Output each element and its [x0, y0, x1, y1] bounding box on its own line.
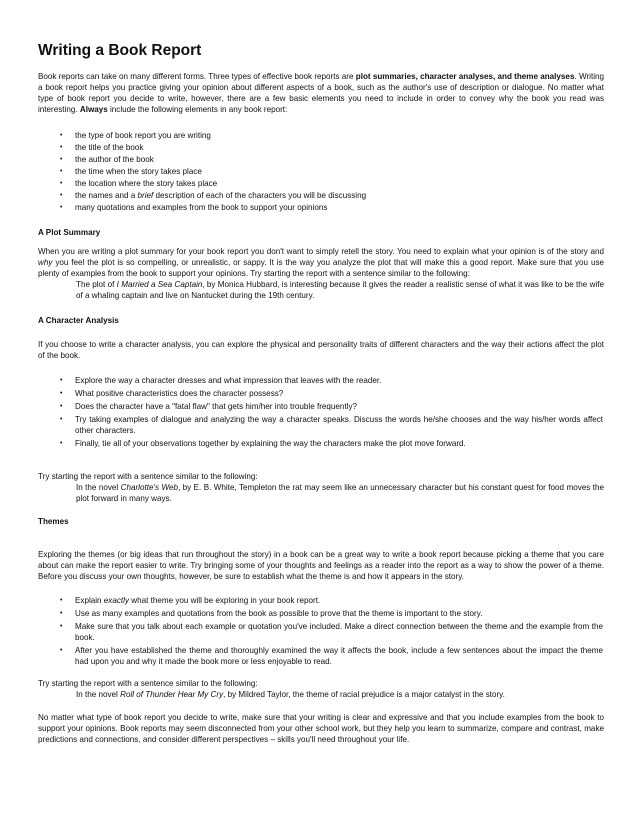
- bullet-icon: •: [60, 597, 63, 605]
- book-title-italic: Roll of Thunder Hear My Cry: [120, 690, 224, 700]
- bullet-icon: •: [60, 204, 63, 212]
- list-item-text: Explain: [75, 596, 104, 606]
- list-item-text: Explore the way a character dresses and what impression that leaves with the reader.: [75, 376, 382, 386]
- list-item-text: the names and a: [75, 191, 138, 201]
- character-try-line: Try starting the report with a sentence similar to the following:: [38, 471, 258, 481]
- elements-list: [60, 130, 604, 214]
- example-text-2: , by Mildred Taylor, the theme of racial prejudice is a major catalyst in the story.: [223, 690, 505, 700]
- intro-paragraph: [38, 72, 604, 116]
- list-item-text: What positive characteristics does the character possess?: [75, 389, 284, 399]
- list-item: [60, 203, 604, 214]
- bullet-icon: •: [60, 377, 63, 385]
- bullet-icon: •: [60, 390, 63, 398]
- intro-text-2: . Writing a book report helps you practice giving your opinion about different aspects of a book, such as the author's use of description or dialogue. No matter what type of book report you decide to write, however, there are a few basic elements you need to include in order to convey why the book you read was interesting.: [38, 72, 604, 114]
- list-item: [60, 645, 603, 668]
- character-analysis-heading: A Character Analysis: [38, 315, 119, 325]
- plot-summary-paragraph: [38, 247, 604, 280]
- bullet-icon: •: [60, 155, 63, 163]
- example-text-1: In the novel: [76, 482, 121, 492]
- list-item-text: Make sure that you talk about each example or quotation you've included. Make a direct connection between the theme and the example from the book.: [75, 621, 603, 642]
- list-item: [60, 166, 604, 178]
- bullet-icon: •: [60, 609, 63, 617]
- example-text-1: In the novel: [76, 690, 121, 700]
- list-item-text: Try taking examples of dialogue and analyzing the way a character speaks. Discuss the words he/she chooses and the way his/her words affect other characters.: [75, 414, 603, 435]
- plot-text-2: you feel the plot is so compelling, or unrealistic, or sappy. It is the way you analyze the plot that will make this a good report. Make sure that you use plenty of examples from the book to support your opinions. Try starting the report with a sentence similar to the following:: [38, 257, 604, 278]
- list-item-text: the type of book report you are writing: [75, 130, 211, 140]
- bullet-icon: •: [60, 646, 63, 654]
- bullet-icon: •: [60, 439, 63, 447]
- book-title-italic: Charlotte's Web: [120, 482, 178, 492]
- intro-text-1: Book reports can take on many different forms. Three types of effective book reports are: [38, 72, 356, 81]
- bullet-icon: •: [60, 180, 63, 187]
- closing-paragraph: No matter what type of book report you decide to write, make sure that your writing is clear and expressive and that you include examples from the book to support your opinions. Book reports may seem disconnected from your other school work, but they help you learn to summarize, compare and contrast, make predictions and connections, and consider different perspectives – skills you'll need throughout your life.: [38, 713, 604, 745]
- intro-bold-types: plot summaries, character analyses, and theme analyses: [355, 72, 575, 81]
- character-paragraph: If you choose to write a character analysis, you can explore the physical and personality traits of different characters and the way their actions affect the plot of the book.: [38, 340, 604, 361]
- themes-paragraph: Exploring the themes (or big ideas that run throughout the story) in a book can be a great way to write a book report because picking a theme that you care about can make the report easier to write. Try bringing some of your thoughts and feelings as a reader into the report as a way to show the power of a theme. Before you discuss your own thoughts, however, be sure to establish what the theme is and how it appears in the story.: [38, 550, 604, 582]
- list-item: [60, 179, 604, 190]
- list-item: [60, 438, 603, 450]
- intro-bold-always: Always: [79, 104, 108, 114]
- list-item: [60, 414, 603, 437]
- example-text-2: , by Monica Hubbard, is interesting because it gives the reader a realistic sense of what it was like to be the wife of a whaling captain and live on Nantucket during the 19th century.: [76, 279, 604, 300]
- themes-try-line: Try starting the report with a sentence similar to the following:: [38, 679, 258, 689]
- list-item: [60, 621, 603, 644]
- plot-text-1: When you are writing a plot summary for your book report you don't want to simply retell the story. You need to explain what your opinion is of the story and: [38, 247, 604, 256]
- plot-summary-heading: A Plot Summary: [38, 228, 101, 238]
- list-item: [60, 389, 603, 400]
- themes-list: [60, 596, 603, 667]
- list-item-text: the title of the book: [75, 142, 144, 152]
- themes-example-sentence: [76, 690, 604, 701]
- list-item: [60, 191, 604, 202]
- bullet-icon: •: [60, 131, 63, 139]
- list-item-text: many quotations and examples from the book to support your opinions: [75, 203, 328, 213]
- list-item: [60, 376, 603, 387]
- list-item: [60, 130, 604, 142]
- example-text-2: , by E. B. White, Templeton the rat may seem like an unnecessary character but his constant quest for food moves the plot forward in many ways.: [76, 482, 604, 503]
- list-item-text: description of each of the characters you will be discussing: [153, 191, 367, 201]
- list-item-text: Use as many examples and quotations from the book as possible to prove that the theme is important to the story.: [75, 608, 483, 618]
- list-item: [60, 608, 603, 620]
- bullet-icon: •: [60, 143, 63, 151]
- list-item-text: the time when the story takes place: [75, 166, 202, 176]
- list-item: [60, 596, 603, 607]
- bullet-icon: •: [60, 415, 63, 423]
- bullet-icon: •: [60, 192, 63, 200]
- list-item-text: Finally, tie all of your observations together by explaining the way the characters make the plot move forward.: [75, 438, 466, 448]
- book-title-italic: I Married a Sea Captain: [116, 279, 203, 289]
- character-example-sentence: [76, 483, 604, 505]
- bullet-icon: •: [60, 403, 63, 411]
- list-item-text: what theme you will be exploring in your book report.: [129, 596, 321, 606]
- list-item-text: the location where the story takes place: [75, 179, 218, 188]
- plot-example-sentence: [76, 280, 604, 302]
- bullet-icon: •: [60, 167, 63, 175]
- example-text-1: The plot of: [76, 279, 117, 289]
- character-list: [60, 376, 603, 449]
- intro-text-3: include the following elements in any book report:: [107, 104, 288, 114]
- list-item: [60, 402, 603, 413]
- bullet-icon: •: [60, 622, 63, 630]
- list-item: [60, 154, 604, 166]
- list-item: [60, 142, 604, 154]
- document-page: [38, 38, 604, 746]
- themes-heading: Themes: [38, 517, 69, 527]
- plot-italic-why: why: [38, 257, 53, 267]
- list-item-italic: brief: [137, 191, 154, 201]
- list-item-text: the author of the book: [75, 154, 154, 164]
- list-item-text: Does the character have a "fatal flaw" that gets him/her into trouble frequently?: [75, 402, 357, 412]
- list-item-text: After you have established the theme and thoroughly examined the way it affects the book, include a few sentences about the impact the theme had upon you and why it made the book more or less enjoyable to read.: [75, 645, 603, 666]
- list-item-italic: exactly: [103, 596, 129, 606]
- page-title: Writing a Book Report: [38, 42, 202, 59]
